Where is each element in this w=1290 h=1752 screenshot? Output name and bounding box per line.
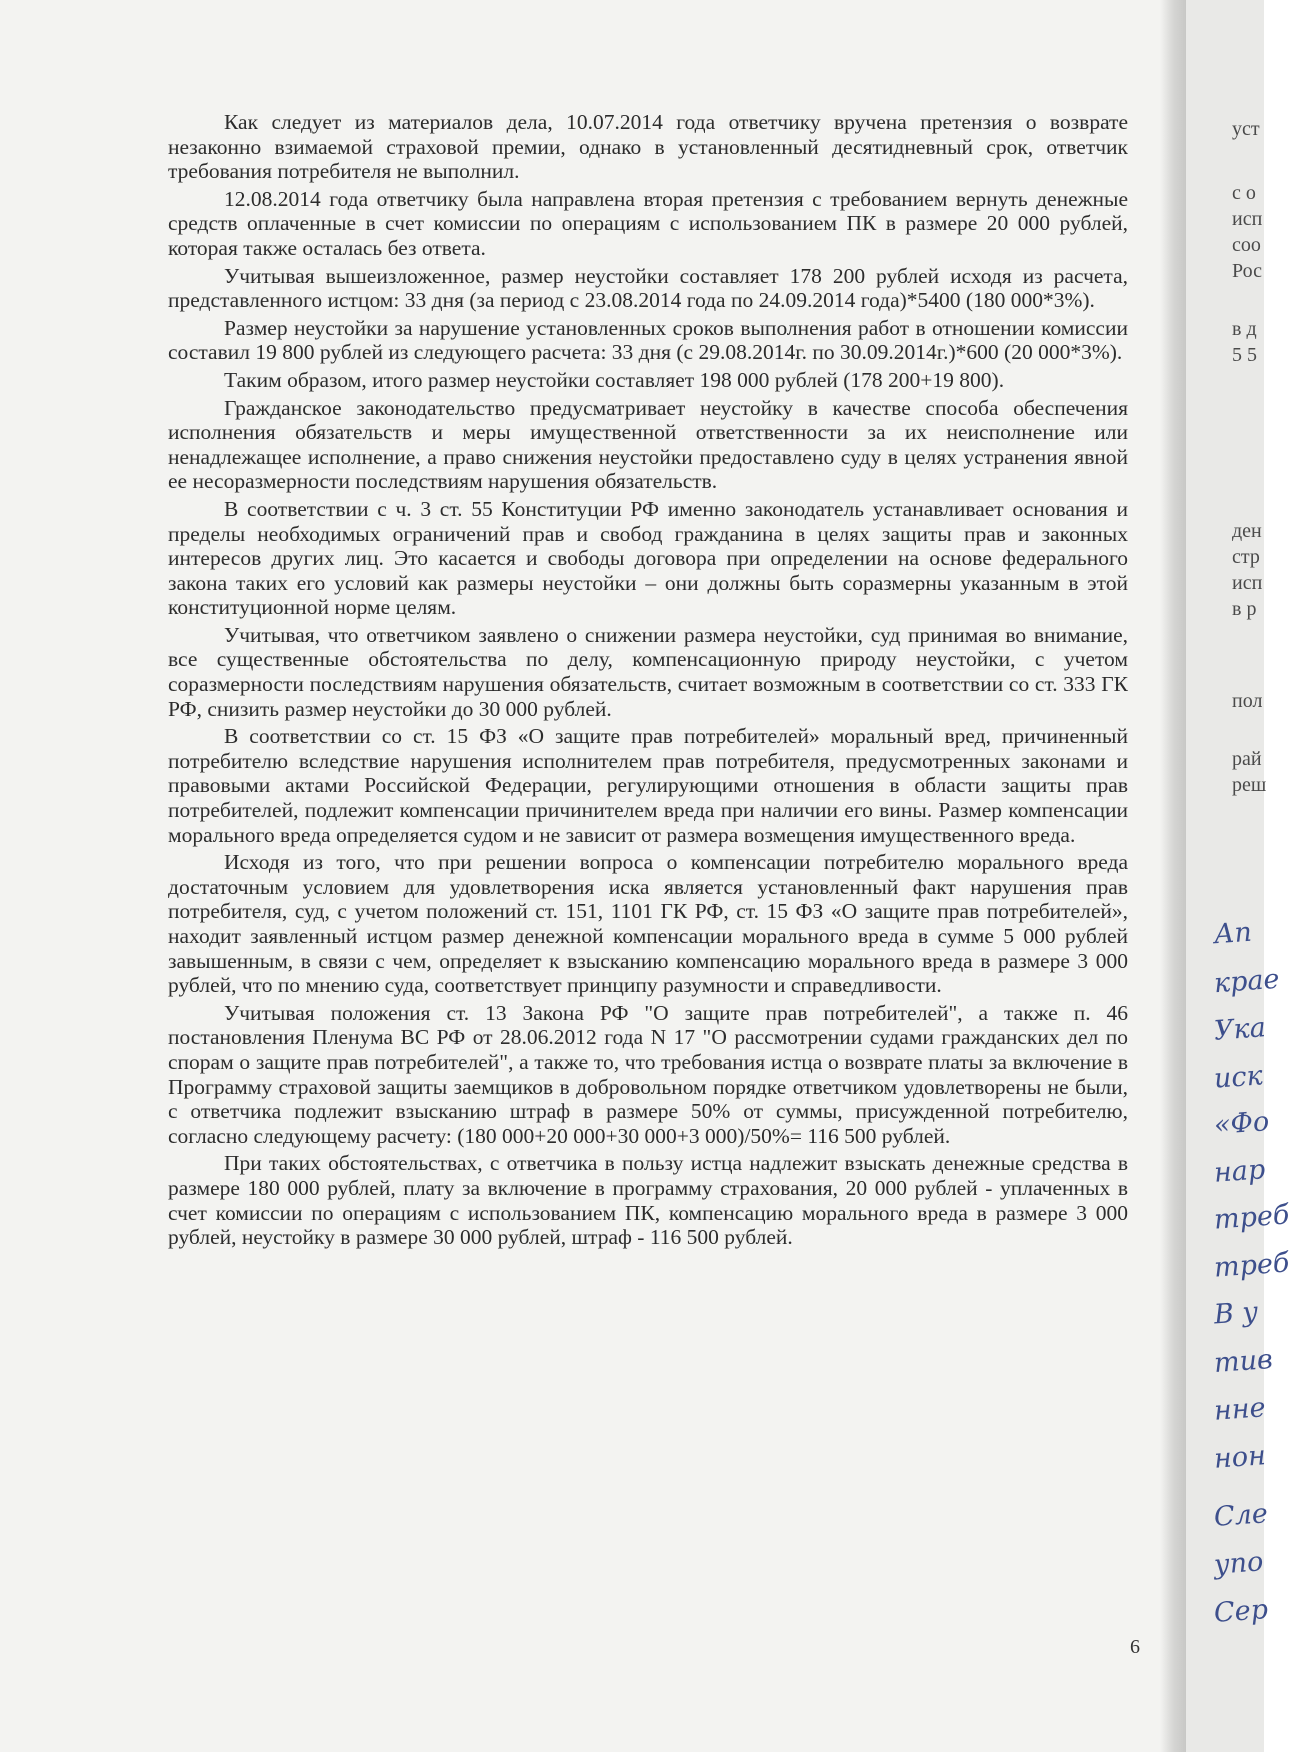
handwritten-fragment: Ука — [1212, 1012, 1267, 1047]
paragraph: Размер неустойки за нарушение установленных сроков выполнения работ в отношении комиссии составил 19 800 рублей из следующего расчета: 33 дня (с 29.08.2014г. по 30.09.2014г.)*600 (20 000*3%). — [168, 315, 1128, 365]
handwritten-fragment: иск — [1212, 1060, 1264, 1095]
next-page-fragment: реш — [1232, 774, 1267, 796]
next-page-fragment: 5 5 — [1232, 344, 1257, 366]
handwritten-fragment: В у — [1212, 1296, 1260, 1331]
paragraph: 12.08.2014 года ответчику была направлена вторая претензия с требованием вернуть денежные средств оплаченные в счет комиссии по операциям с использованием ПК в размере 20 000 рублей, которая также осталась без ответа. — [168, 186, 1128, 260]
next-page-fragment: уст — [1232, 118, 1260, 140]
handwritten-fragment: Ап — [1212, 916, 1253, 951]
paragraph: В соответствии с ч. 3 ст. 55 Конституции РФ именно законодатель устанавливает основания и пределы необходимых ограничений прав и свобод гражданина в целях защиты прав и законных интересов других лиц. Это касается и свободы договора при определении на основе федерального закона таких его условий как размеры неустойки – они должны быть соразмерны указанным в этой конституционной норме целям. — [168, 496, 1128, 620]
page-gutter-shadow — [1160, 0, 1186, 1752]
next-page-fragment: исп — [1232, 208, 1263, 230]
handwritten-fragment: упо — [1212, 1546, 1265, 1581]
handwritten-fragment: Сле — [1212, 1498, 1269, 1533]
paragraph: Как следует из материалов дела, 10.07.2014 года ответчику вручена претензия о возврате незаконно взимаемой страховой премии, однако в установленный десятидневный срок, ответчик требования потребителя не выполнил. — [168, 110, 1128, 184]
handwritten-fragment: тив — [1212, 1343, 1274, 1380]
handwritten-fragment: нне — [1212, 1392, 1267, 1427]
handwritten-fragment: нон — [1212, 1440, 1267, 1475]
paragraph: Учитывая положения ст. 13 Закона РФ "О защите прав потребителей", а также п. 46 постановления Пленума ВС РФ от 28.06.2012 года N 17 "О рассмотрении судами гражданских дел по спорам о защите прав потребителей", а также то, что требования истца о возврате платы за включение в Программу страховой защиты заемщиков в добровольном порядке ответчиком удовлетворены не были, с ответчика подлежит взысканию штраф в размере 50% от суммы, присужденной потребителю, согласно следующему расчету: (180 000+20 000+30 000+3 000)/50%= 116 500 рублей. — [168, 1000, 1128, 1148]
next-page-fragment: Рос — [1232, 260, 1262, 282]
paragraph: Таким образом, итого размер неустойки составляет 198 000 рублей (178 200+19 800). — [224, 367, 1005, 392]
next-page-fragment: в д — [1232, 318, 1257, 340]
paragraph: Исходя из того, что при решении вопроса о компенсации потребителю морального вреда достаточным условием для удовлетворения иска является установленный факт нарушения прав потребителя, суд, с учетом положений ст. 151, 1101 ГК РФ, ст. 15 ФЗ «О защите прав потребителей», находит заявленный истцом размер денежной компенсации морального вреда в сумме 5 000 рублей завышенным, в связи с чем, определяет к взысканию компенсацию морального вреда в размере 3 000 рублей, что по мнению суда, соответствует принципу разумности и справедливости. — [168, 850, 1128, 998]
next-page-fragment: рай — [1232, 748, 1262, 770]
paragraph: При таких обстоятельствах, с ответчика в пользу истца надлежит взыскать денежные средства в размере 180 000 рублей, плату за включение в программу страхования, 20 000 рублей - уплаченных в счет комиссии по операциям с использованием ПК, компенсацию морального вреда в размере 3 000 рублей, неустойку в размере 30 000 рублей, штраф - 116 500 рублей. — [168, 1151, 1128, 1250]
handwritten-fragment: Сер — [1212, 1594, 1269, 1629]
handwritten-fragment: крае — [1212, 963, 1281, 1000]
page-number: 6 — [1130, 1636, 1140, 1658]
handwritten-fragment: треб — [1213, 1199, 1290, 1236]
next-page-fragment: исп — [1232, 572, 1263, 594]
paragraph: В соответствии со ст. 15 ФЗ «О защите прав потребителей» моральный вред, причиненный потребителю вследствие нарушения исполнителем прав потребителя, предусмотренных законами и правовыми актами Российской Федерации, регулирующими отношения в области защиты прав потребителей, подлежит компенсации причинителем вреда при наличии его вины. Размер компенсации морального вреда определяется судом и не зависит от размера возмещения имущественного вреда. — [168, 724, 1128, 847]
document-body — [168, 110, 1128, 1253]
paragraph: Учитывая вышеизложенное, размер неустойки составляет 178 200 рублей исходя из расчета, представленного истцом: 33 дня (за период с 23.08.2014 года по 24.09.2014 года)*5400 (180 000*3%). — [168, 263, 1128, 313]
next-page-fragment: пол — [1232, 690, 1263, 712]
next-page-fragment: с о — [1232, 182, 1256, 204]
paragraph: Учитывая, что ответчиком заявлено о снижении размера неустойки, суд принимая во внимание, все существенные обстоятельства по делу, компенсационную природу неустойки, с учетом соразмерности последствиям нарушения обязательств, считает возможным в соответствии со ст. 333 ГК РФ, снизить размер неустойки до 30 000 рублей. — [168, 622, 1128, 721]
next-page-fragment: соо — [1232, 234, 1261, 256]
next-page-fragment: ден — [1232, 520, 1262, 542]
next-page-edge — [1186, 0, 1290, 1752]
next-page-fragment: стр — [1232, 546, 1260, 568]
next-page-fragment: в р — [1232, 598, 1257, 620]
paragraph: Гражданское законодательство предусматривает неустойку в качестве способа обеспечения исполнения обязательств и меры имущественной ответственности за их неисполнение или ненадлежащее исполнение, а право снижения неустойки предоставлено суду в целях устранения явной ее несоразмерности последствиям нарушения обязательств. — [168, 395, 1128, 494]
handwritten-fragment: «Фо — [1212, 1106, 1271, 1141]
handwritten-fragment: треб — [1213, 1247, 1290, 1284]
handwritten-fragment: нар — [1212, 1154, 1267, 1189]
